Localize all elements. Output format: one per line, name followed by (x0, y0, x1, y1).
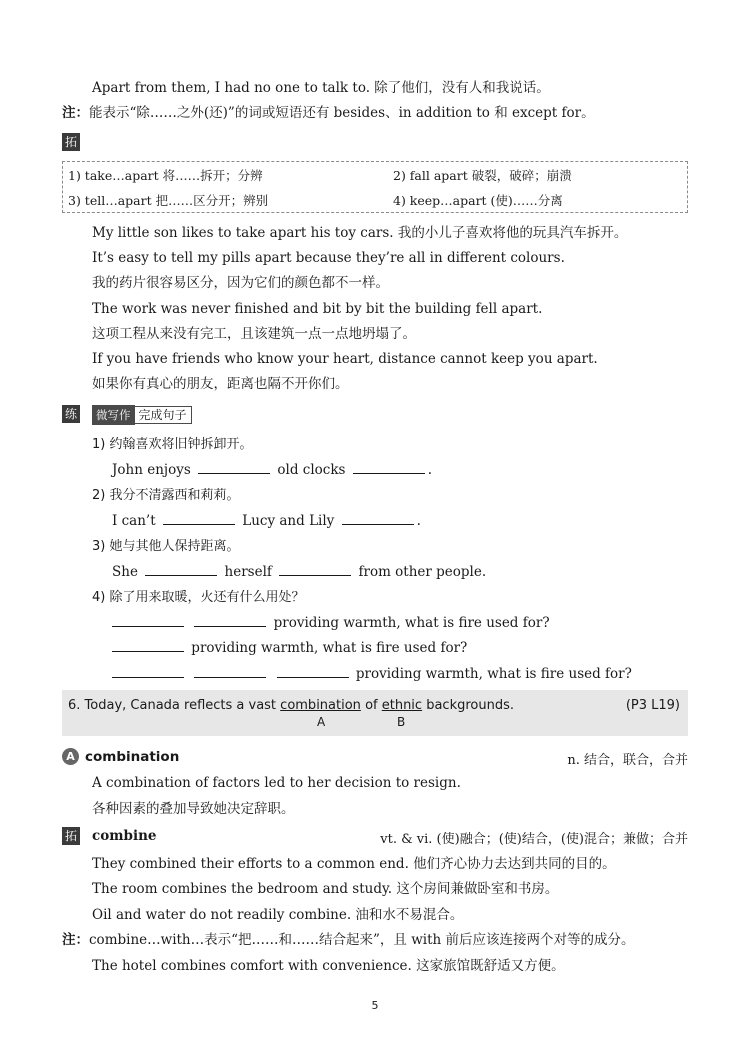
practice-2-en (112, 512, 421, 530)
note-text: 能表示“除……之外(还)”的词或短语还有 besides、in addition to 和 except for。 (89, 105, 595, 121)
combine-word: combine (92, 828, 157, 844)
practice-1-text-c: . (427, 462, 433, 478)
practice-3-en (112, 563, 486, 581)
practice-1-en (112, 461, 432, 479)
blank[interactable] (279, 564, 351, 576)
practice-2-text-b: Lucy and Lily (242, 513, 335, 529)
blank[interactable] (342, 513, 414, 525)
key-sentence-band (62, 690, 688, 736)
lian-tag: 练 (62, 405, 80, 423)
blank[interactable] (145, 564, 217, 576)
entry-a-pos: n. 结合，联合，合并 (567, 753, 688, 768)
entry-a-example-en: A combination of factors led to her decision to resign. (92, 775, 461, 791)
tuo-tag: 拓 (62, 133, 80, 151)
micro-writing-title: 完成句子 (135, 406, 192, 424)
micro-writing-badge: 微写作 (92, 405, 135, 425)
micro-writing-header (92, 405, 192, 425)
key-word-b: ethnic (381, 698, 423, 713)
combine-example-3: Oil and water do not readily combine. 油和水不易混合。 (92, 907, 464, 923)
blank[interactable] (194, 666, 266, 678)
phrase-box (62, 161, 688, 213)
combine-note-text: combine…with…表示“把……和……结合起来”，且 with 前后应该连接两个对等的成分。 (89, 932, 635, 948)
entry-a-circle: A (62, 748, 79, 765)
label-b: B (397, 715, 406, 729)
combine-example-1: They combined their efforts to a common end. 他们齐心协力去达到共同的目的。 (92, 856, 616, 872)
example-sentence: Apart from them, I had no one to talk to. 除了他们，没有人和我说话。 (92, 80, 550, 96)
practice-1-text-a: John enjoys (112, 462, 191, 478)
practice-3-text-c: from other people. (358, 564, 487, 580)
example-4: If you have friends who know your heart, distance cannot keep you apart. (92, 351, 598, 367)
practice-4-cn: 4) 除了用来取暖，火还有什么用处？ (92, 590, 305, 605)
phrase-3: 3) tell…apart 把……区分开；辨别 (68, 193, 269, 208)
key-sentence-number: 6. (68, 698, 81, 713)
practice-4-line-c (112, 665, 632, 683)
example-2-cn: 我的药片很容易区分，因为它们的颜色都不一样。 (92, 275, 389, 291)
practice-4-text-c: providing warmth, what is fire used for? (355, 666, 632, 682)
note-label: 注： (62, 105, 89, 121)
phrase-4: 4) keep…apart (使)……分离 (393, 193, 563, 208)
key-sentence-reference: (P3 L19) (625, 698, 680, 713)
combine-pos: vt. & vi. (使)融合；(使)结合，(使)混合；兼做；合并 (380, 832, 688, 847)
practice-2-cn: 2) 我分不清露西和莉莉。 (92, 488, 240, 503)
blank[interactable] (112, 615, 184, 627)
example-4-cn: 如果你有真心的朋友，距离也隔不开你们。 (92, 376, 349, 392)
example-1: My little son likes to take apart his toy cars. 我的小儿子喜欢将他的玩具汽车拆开。 (92, 225, 628, 241)
combine-example-2: The room combines the bedroom and study. 这个房间兼做卧室和书房。 (92, 881, 559, 897)
blank[interactable] (112, 640, 184, 652)
entry-a-word: combination (85, 749, 180, 765)
note (62, 104, 595, 122)
practice-1-text-b: old clocks (277, 462, 346, 478)
practice-3-text-b: herself (224, 564, 272, 580)
page-number: 5 (371, 999, 379, 1012)
combine-note (62, 931, 635, 949)
phrase-1: 1) take…apart 将……拆开；分辨 (68, 168, 263, 183)
blank[interactable] (112, 666, 184, 678)
key-word-a: combination (280, 698, 361, 713)
practice-2-text-a: I can’t (112, 513, 156, 529)
blank[interactable] (163, 513, 235, 525)
blank[interactable] (353, 462, 425, 474)
key-sentence-post: backgrounds. (426, 698, 515, 713)
entry-a-example-cn: 各种因素的叠加导致她决定辞职。 (92, 801, 295, 817)
example-3: The work was never finished and bit by bit the building fell apart. (92, 301, 543, 317)
key-sentence-pre: Today, Canada reflects a vast (84, 698, 277, 713)
practice-4-text-b: providing warmth, what is fire used for? (191, 640, 468, 656)
blank[interactable] (194, 615, 266, 627)
practice-4-line-b (112, 639, 467, 657)
phrase-2: 2) fall apart 破裂，破碎；崩溃 (393, 168, 572, 183)
practice-3-cn: 3) 她与其他人保持距离。 (92, 539, 240, 554)
blank[interactable] (277, 666, 349, 678)
combine-example-4: The hotel combines comfort with convenience. 这家旅馆既舒适又方便。 (92, 958, 565, 974)
practice-4-line-a (112, 614, 550, 632)
practice-1-cn: 1) 约翰喜欢将旧钟拆卸开。 (92, 437, 253, 452)
practice-3-text-a: She (112, 564, 138, 580)
combine-note-label: 注： (62, 932, 89, 948)
example-3-cn: 这项工程从来没有完工，且该建筑一点一点地坍塌了。 (92, 326, 416, 342)
practice-4-text-a: providing warmth, what is fire used for? (273, 615, 550, 631)
key-sentence (68, 698, 514, 713)
example-2: It’s easy to tell my pills apart because they’re all in different colours. (92, 250, 565, 266)
blank[interactable] (198, 462, 270, 474)
practice-2-text-c: . (416, 513, 421, 529)
key-sentence-mid: of (365, 698, 378, 713)
tuo-tag-2: 拓 (62, 827, 80, 845)
label-a: A (317, 715, 326, 729)
